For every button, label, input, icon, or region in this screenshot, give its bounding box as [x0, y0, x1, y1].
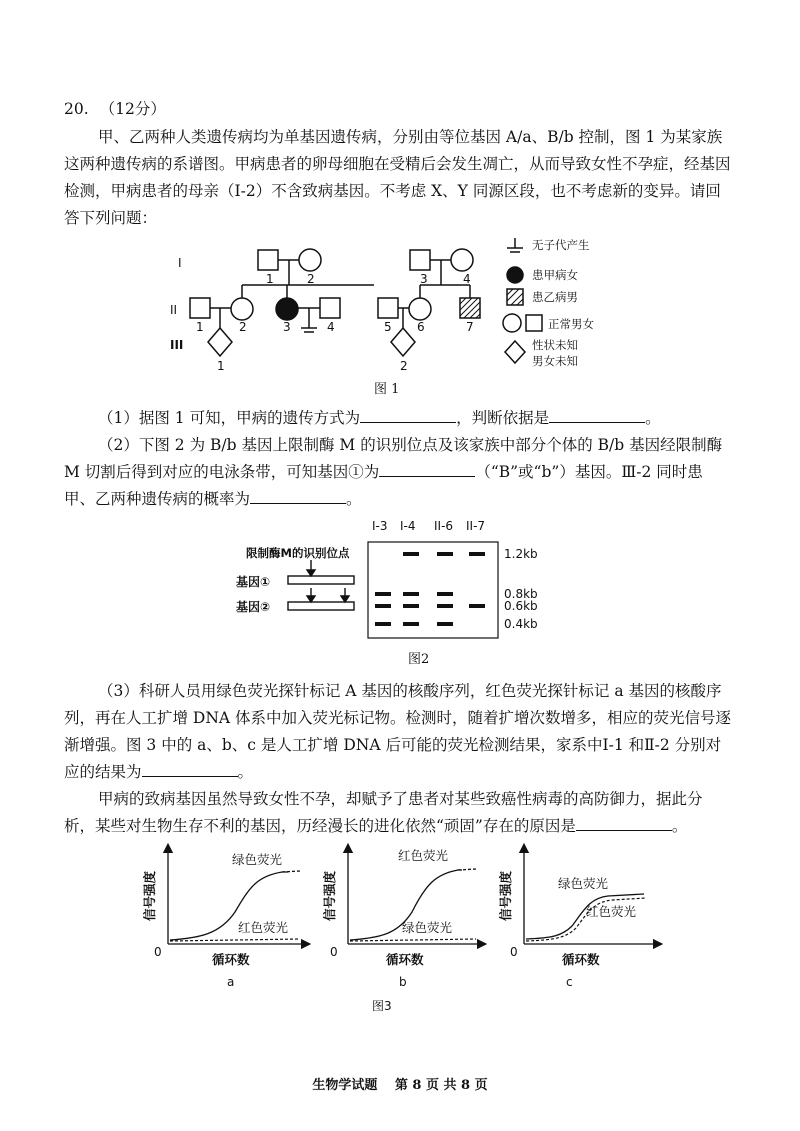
legend-text-no-offspring: 无子代产生 — [532, 238, 590, 252]
gel-band — [403, 604, 419, 608]
pedigree-II4-male — [320, 298, 340, 318]
figure3-fluorescence — [140, 838, 680, 1018]
gen-label-I: I — [178, 256, 182, 270]
gel-band — [437, 622, 453, 626]
gel-band — [403, 592, 419, 596]
pedigree-II2-female — [231, 298, 253, 320]
gene2-bar — [288, 602, 354, 610]
gene1-label: 基因① — [236, 575, 271, 589]
gel-band — [403, 552, 419, 556]
q3-blank-results[interactable] — [142, 762, 238, 777]
pedigree-I4-female — [451, 249, 473, 271]
gel-band — [375, 592, 391, 596]
svg-text:2: 2 — [307, 272, 315, 286]
svg-text:3: 3 — [283, 320, 291, 334]
restriction-site-label: 限制酶M的识别位点 — [246, 546, 350, 560]
panel-c-id: c — [566, 975, 573, 989]
gel-lane-label: II-7 — [466, 519, 486, 533]
svg-text:5: 5 — [384, 320, 392, 334]
legend-unknown-icon — [505, 341, 525, 363]
q2-blank-probability[interactable] — [250, 489, 346, 504]
gel-band — [403, 622, 419, 626]
q2-text: （2）下图 2 为 B/b 基因上限制酶 M 的识别位点及该家族中部分个体的 B/b 基因经限制酶 M 切割后得到对应的电泳条带，可知基因①为 （“B”或“b”）基因。Ⅲ-2 同时患甲、乙两种遗传病的概率为 。 — [64, 436, 723, 508]
svg-text:信号强度: 信号强度 — [498, 870, 513, 922]
gel-lane-label: II-6 — [434, 519, 454, 533]
svg-text:信号强度: 信号强度 — [322, 870, 337, 922]
svg-text:2: 2 — [239, 320, 247, 334]
svg-text:绿色荧光: 绿色荧光 — [558, 876, 609, 891]
legend-affected-male-icon — [507, 289, 523, 305]
svg-text:4: 4 — [463, 272, 471, 286]
panel-a-red-line — [170, 939, 300, 941]
gene1-bar — [288, 576, 354, 584]
panel-c — [498, 848, 658, 989]
gel-band — [375, 622, 391, 626]
svg-text:循环数: 循环数 — [212, 952, 250, 967]
gel-size-label: 1.2kb — [504, 547, 538, 561]
svg-text:0: 0 — [510, 945, 518, 959]
gel-lane-label: I-3 — [372, 519, 388, 533]
pedigree-III1-unknown — [208, 328, 232, 356]
question-number-text: 20. — [64, 100, 89, 118]
legend-text-sex-unknown: 男女未知 — [532, 354, 578, 368]
svg-text:绿色荧光: 绿色荧光 — [232, 852, 283, 867]
gel-band — [469, 552, 485, 556]
pedigree-II3-affected-female — [276, 298, 298, 320]
svg-text:0: 0 — [330, 945, 338, 959]
gel-band — [437, 552, 453, 556]
q4-text: 甲病的致病基因虽然导致女性不孕，却赋予了患者对某些致癌性病毒的高防御力，据此分析，某些对生物生存不利的基因，历经漫长的进化依然“顽固”存在的原因是 。 — [64, 790, 703, 835]
svg-text:绿色荧光: 绿色荧光 — [402, 920, 453, 935]
figure1-caption: 图 1 — [374, 382, 400, 397]
svg-text:红色荧光: 红色荧光 — [586, 904, 637, 919]
legend-text-disease-a-female: 患甲病女 — [532, 268, 578, 282]
figure1-pedigree — [150, 236, 630, 396]
q2-blank-gene[interactable] — [379, 462, 475, 477]
q4-blank-reason[interactable] — [576, 816, 672, 831]
gen-label-III: III — [170, 338, 184, 352]
panel-b — [322, 848, 482, 989]
svg-text:4: 4 — [327, 320, 335, 334]
figure3-caption: 图3 — [372, 999, 392, 1013]
q3-text: （3）科研人员用绿色荧光探针标记 A 基因的核酸序列，红色荧光探针标记 a 基因的核酸序列，再在人工扩增 DNA 体系中加入荧光标记物。检测时，随着扩增次数增多，相应的荧光信号逐渐增强。图 3 中的 a、b、c 是人工扩增 DNA 后可能的荧光检测结果，家系中Ⅰ-1 和Ⅱ-2 分别对应的结果为 。 — [64, 682, 732, 781]
gel-band — [375, 604, 391, 608]
legend-text-disease-b-male: 患乙病男 — [532, 290, 578, 304]
legend-text-trait-unknown: 性状未知 — [532, 338, 578, 352]
gel-lane-label: I-4 — [400, 519, 416, 533]
svg-text:红色荧光: 红色荧光 — [398, 848, 449, 863]
gel-band — [437, 604, 453, 608]
pedigree-II1-male — [190, 298, 210, 318]
question-points: （12分） — [99, 100, 166, 118]
pedigree-I1-male — [258, 250, 278, 270]
q1-blank-reason[interactable] — [549, 408, 645, 423]
svg-text:0: 0 — [154, 945, 162, 959]
panel-a-id: a — [227, 975, 235, 989]
pedigree-II6-female — [409, 298, 431, 320]
svg-text:2: 2 — [400, 359, 408, 373]
question-intro: 甲、乙两种人类遗传病均为单基因遗传病，分别由等位基因 A/a、B/b 控制，图 1 为某家族这两种遗传病的系谱图。甲病患者的卵母细胞在受精后会发生凋亡，从而导致女性不孕症，经基因检测，甲病患者的母亲（I-2）不含致病基因。不考虑 X、Y 同源区段，也不考虑新的变异。请回答下列问题： — [64, 128, 731, 227]
question-number — [64, 97, 166, 119]
gel-band — [437, 592, 453, 596]
legend-normal-female-icon — [503, 314, 521, 332]
pedigree-II5-male — [378, 298, 398, 318]
panel-b-id: b — [399, 975, 407, 989]
svg-text:7: 7 — [466, 320, 474, 334]
pedigree-I2-female — [299, 249, 321, 271]
pedigree-I3-male — [410, 250, 430, 270]
gen-label-II: II — [170, 303, 178, 317]
gel-band — [469, 604, 485, 608]
svg-text:信号强度: 信号强度 — [142, 870, 157, 922]
legend-normal-male-icon — [526, 315, 542, 331]
gel-size-label: 0.8kb — [504, 587, 538, 601]
gel-size-label: 0.6kb — [504, 599, 538, 613]
svg-text:3: 3 — [420, 272, 428, 286]
panel-b-green-line — [350, 939, 476, 941]
panel-a — [142, 848, 306, 989]
svg-text:循环数: 循环数 — [562, 952, 600, 967]
svg-text:1: 1 — [196, 320, 204, 334]
gel-size-label: 0.4kb — [504, 617, 538, 631]
gene2-label: 基因② — [236, 600, 271, 614]
svg-text:1: 1 — [266, 272, 274, 286]
figure2-caption: 图2 — [408, 652, 430, 667]
svg-text:红色荧光: 红色荧光 — [238, 920, 289, 935]
page-footer: 生物学试题 第 8 页 共 8 页 — [312, 1078, 488, 1093]
figure2-electrophoresis — [230, 514, 590, 642]
svg-text:循环数: 循环数 — [386, 952, 424, 967]
legend-text-normal: 正常男女 — [548, 317, 594, 331]
q1-blank-inheritance[interactable] — [360, 408, 456, 423]
legend-affected-female-icon — [507, 267, 523, 283]
q1-text: （1）据图 1 可知，甲病的遗传方式为 ，判断依据是 。 — [98, 409, 661, 427]
svg-text:6: 6 — [417, 320, 425, 334]
svg-text:1: 1 — [217, 359, 225, 373]
pedigree-III2-unknown — [391, 328, 415, 356]
